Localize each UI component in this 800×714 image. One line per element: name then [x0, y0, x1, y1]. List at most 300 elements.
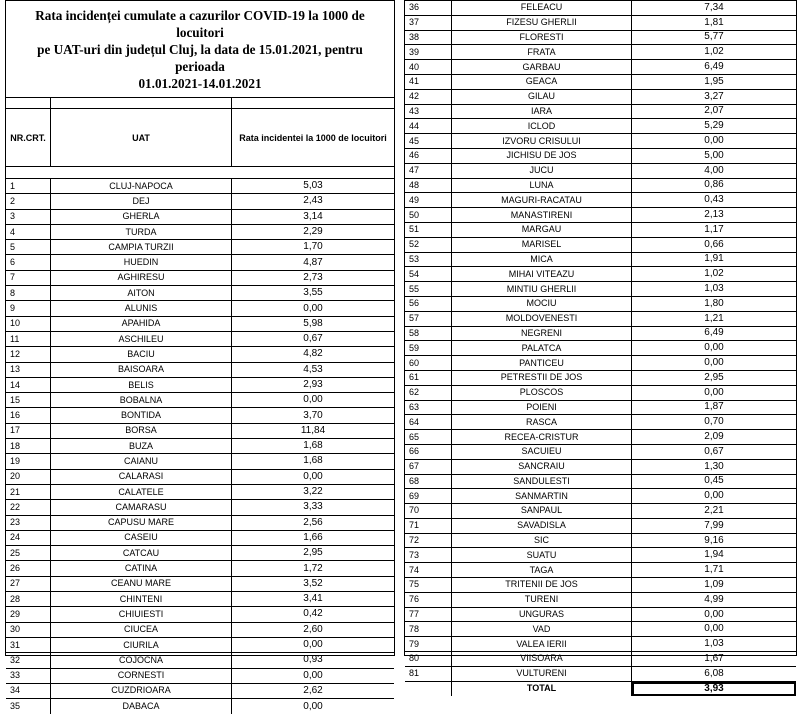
uat-name: GHERLA: [51, 210, 232, 224]
row-number: 70: [405, 504, 452, 518]
table-row: [405, 312, 796, 327]
row-number: 5: [6, 240, 51, 254]
row-number: 33: [6, 669, 51, 683]
uat-name: VAD: [452, 622, 632, 636]
row-number: 2: [6, 194, 51, 208]
table-row: [6, 225, 394, 240]
uat-name: TURENI: [452, 593, 632, 607]
total-rate: 3,93: [632, 682, 796, 696]
incidence-rate: 4,82: [303, 348, 323, 360]
incidence-rate: 6,49: [704, 61, 724, 73]
row-number: 13: [6, 363, 51, 377]
incidence-rate: 0,67: [704, 445, 724, 457]
incidence-rate: 7,34: [704, 1, 724, 13]
uat-name: GILAU: [452, 90, 632, 104]
table-row: [405, 60, 796, 75]
uat-name: MANASTIRENI: [452, 208, 632, 222]
uat-name: SANCRAIU: [452, 460, 632, 474]
uat-name: VULTURENI: [452, 667, 632, 681]
uat-name: ALUNIS: [51, 301, 232, 315]
uat-name: UNGURAS: [452, 608, 632, 622]
table-row: [405, 593, 796, 608]
table-row: [405, 253, 796, 268]
uat-name: TAGA: [452, 563, 632, 577]
table-row: [405, 1, 796, 16]
incidence-rate: 2,95: [303, 547, 323, 559]
incidence-rate: 3,22: [303, 486, 323, 498]
table-row: [405, 105, 796, 120]
uat-name: CUZDRIOARA: [51, 684, 232, 698]
incidence-rate: 0,00: [704, 357, 724, 369]
uat-name: CAIANU: [51, 454, 232, 468]
incidence-rate: 3,27: [704, 90, 724, 102]
incidence-rate: 0,00: [303, 302, 323, 314]
table-row: [405, 519, 796, 534]
table-row: [405, 164, 796, 179]
table-row: [405, 90, 796, 105]
row-number: 44: [405, 119, 452, 133]
uat-name: BOBALNA: [51, 393, 232, 407]
table-row: [6, 378, 394, 393]
incidence-rate: 3,70: [303, 409, 323, 421]
table-row: [405, 75, 796, 90]
row-number: 64: [405, 415, 452, 429]
incidence-rate: 6,08: [704, 667, 724, 679]
incidence-rate: 1,95: [704, 75, 724, 87]
table-row: [6, 546, 394, 561]
table-row: [6, 439, 394, 454]
uat-name: CAPUSU MARE: [51, 516, 232, 530]
row-number: 59: [405, 341, 452, 355]
table-row: [6, 577, 394, 592]
row-number: 61: [405, 371, 452, 385]
incidence-rate: 2,95: [704, 371, 724, 383]
uat-name: IZVORU CRISULUI: [452, 134, 632, 148]
row-number: 80: [405, 652, 452, 666]
uat-name: CALATELE: [51, 485, 232, 499]
table-row: [6, 347, 394, 362]
uat-name: CALARASI: [51, 470, 232, 484]
incidence-rate: 1,30: [704, 460, 724, 472]
uat-name: FIZESU GHERLII: [452, 16, 632, 30]
uat-name: SACUIEU: [452, 445, 632, 459]
uat-name: CAMPIA TURZII: [51, 240, 232, 254]
row-number: 77: [405, 608, 452, 622]
uat-name: PALATCA: [452, 341, 632, 355]
row-number: 74: [405, 563, 452, 577]
incidence-rate: 0,00: [704, 135, 724, 147]
row-number: 31: [6, 638, 51, 652]
incidence-rate: 9,16: [704, 534, 724, 546]
table-row: [6, 363, 394, 378]
incidence-rate: 5,98: [303, 317, 323, 329]
uat-name: ASCHILEU: [51, 332, 232, 346]
row-number: 9: [6, 301, 51, 315]
table-row: [405, 460, 796, 475]
row-number: 16: [6, 408, 51, 422]
incidence-rate: 0,00: [303, 394, 323, 406]
title-line-2: pe UAT-uri din județul Cluj, la data de 15.01.2021, pentru perioada: [37, 41, 363, 74]
row-number: 69: [405, 489, 452, 503]
incidence-rate: 1,94: [704, 549, 724, 561]
row-number: 63: [405, 401, 452, 415]
table-row: [6, 194, 394, 209]
row-number: 11: [6, 332, 51, 346]
table-row: [6, 623, 394, 638]
incidence-rate: 1,09: [704, 578, 724, 590]
uat-name: MARGAU: [452, 223, 632, 237]
row-number: 67: [405, 460, 452, 474]
incidence-rate: 5,77: [704, 31, 724, 43]
row-number: 68: [405, 475, 452, 489]
uat-name: SAVADISLA: [452, 519, 632, 533]
blank-row: [6, 167, 394, 179]
table-row: [405, 208, 796, 223]
row-number: 32: [6, 653, 51, 667]
uat-name: CIUCEA: [51, 623, 232, 637]
uat-name: BUZA: [51, 439, 232, 453]
incidence-rate: 0,43: [704, 194, 724, 206]
incidence-rate: 3,14: [303, 210, 323, 222]
table-row: [405, 193, 796, 208]
table-row: [6, 653, 394, 668]
incidence-rate: 0,00: [704, 386, 724, 398]
table-row: [405, 622, 796, 637]
table-row: [405, 608, 796, 623]
table-row: [6, 408, 394, 423]
incidence-rate: 4,87: [303, 256, 323, 268]
incidence-rate: 0,67: [303, 333, 323, 345]
table-row: [405, 371, 796, 386]
row-number: 27: [6, 577, 51, 591]
row-number: 51: [405, 223, 452, 237]
uat-name: AITON: [51, 286, 232, 300]
row-number: 46: [405, 149, 452, 163]
table-row: [405, 45, 796, 60]
row-number: 39: [405, 45, 452, 59]
uat-name: CAMARASU: [51, 500, 232, 514]
table-row: [6, 286, 394, 301]
table-row: [405, 134, 796, 149]
table-row: [6, 669, 394, 684]
uat-name: CHINTENI: [51, 592, 232, 606]
table-row: [405, 637, 796, 652]
incidence-rate: 4,53: [303, 363, 323, 375]
uat-name: DABACA: [51, 699, 232, 714]
uat-name: GEACA: [452, 75, 632, 89]
table-row: [405, 179, 796, 194]
table-row: [405, 149, 796, 164]
uat-name: BAISOARA: [51, 363, 232, 377]
incidence-rate: 2,60: [303, 623, 323, 635]
incidence-rate: 1,71: [704, 564, 724, 576]
uat-name: TURDA: [51, 225, 232, 239]
uat-name: MOLDOVENESTI: [452, 312, 632, 326]
incidence-rate: 1,03: [704, 638, 724, 650]
row-number: 42: [405, 90, 452, 104]
table-row: [405, 667, 796, 682]
table-row: [405, 563, 796, 578]
row-number: 60: [405, 356, 452, 370]
header-rate: Rata incidentei la 1000 de locuitori: [239, 132, 387, 143]
uat-name: ICLOD: [452, 119, 632, 133]
row-number: 53: [405, 253, 452, 267]
incidence-rate: 7,99: [704, 519, 724, 531]
incidence-rate: 2,29: [303, 226, 323, 238]
row-number: 49: [405, 193, 452, 207]
row-number: 25: [6, 546, 51, 560]
incidence-rate: 0,66: [704, 238, 724, 250]
table-row: [6, 179, 394, 194]
uat-name: SANMARTIN: [452, 489, 632, 503]
row-number: 29: [6, 607, 51, 621]
header-uat: UAT: [51, 109, 232, 166]
uat-name: CASEIU: [51, 531, 232, 545]
uat-name: MINTIU GHERLII: [452, 282, 632, 296]
table-row: [405, 119, 796, 134]
table-row: [405, 31, 796, 46]
uat-name: GARBAU: [452, 60, 632, 74]
row-number: 20: [6, 470, 51, 484]
table-row: [6, 301, 394, 316]
uat-name: TRITENII DE JOS: [452, 578, 632, 592]
row-number: 58: [405, 327, 452, 341]
table-row: [6, 454, 394, 469]
incidence-rate: 4,00: [704, 164, 724, 176]
uat-name: HUEDIN: [51, 255, 232, 269]
table-row: [405, 282, 796, 297]
incidence-rate: 0,00: [704, 490, 724, 502]
uat-name: BELIS: [51, 378, 232, 392]
table-row: [6, 531, 394, 546]
row-number: 38: [405, 31, 452, 45]
document-title: [6, 1, 394, 98]
incidence-rate: 1,72: [303, 562, 323, 574]
row-number: 45: [405, 134, 452, 148]
uat-name: MAGURI-RACATAU: [452, 193, 632, 207]
table-row: [405, 267, 796, 282]
uat-name: CATINA: [51, 561, 232, 575]
incidence-rate: 1,02: [704, 268, 724, 280]
incidence-rate: 3,41: [303, 593, 323, 605]
row-number: 1: [6, 179, 51, 193]
table-row: [405, 386, 796, 401]
row-number: 41: [405, 75, 452, 89]
incidence-rate: 0,42: [303, 608, 323, 620]
incidence-rate: 2,07: [704, 105, 724, 117]
row-number: 15: [6, 393, 51, 407]
uat-name: SIC: [452, 534, 632, 548]
uat-name: SANPAUL: [452, 504, 632, 518]
table-row: [405, 578, 796, 593]
right-table-body: [405, 1, 796, 682]
incidence-rate: 2,56: [303, 516, 323, 528]
table-row: [405, 327, 796, 342]
row-number: 62: [405, 386, 452, 400]
row-number: 54: [405, 267, 452, 281]
table-row: [6, 592, 394, 607]
incidence-rate: 0,00: [303, 700, 323, 712]
incidence-rate: 6,49: [704, 327, 724, 339]
row-number: 75: [405, 578, 452, 592]
uat-name: CATCAU: [51, 546, 232, 560]
incidence-rate: 2,13: [704, 209, 724, 221]
uat-name: CIURILA: [51, 638, 232, 652]
incidence-rate: 1,02: [704, 46, 724, 58]
uat-name: IARA: [452, 105, 632, 119]
row-number: 6: [6, 255, 51, 269]
row-number: 55: [405, 282, 452, 296]
incidence-rate: 1,67: [704, 652, 724, 664]
row-number: 36: [405, 1, 452, 15]
incidence-rate: 0,00: [704, 623, 724, 635]
table-row: [6, 393, 394, 408]
table-row: [6, 485, 394, 500]
row-number: 56: [405, 297, 452, 311]
incidence-rate: 0,00: [704, 342, 724, 354]
table-row: [405, 341, 796, 356]
table-row: [405, 223, 796, 238]
incidence-rate: 1,68: [303, 455, 323, 467]
incidence-rate: 0,00: [704, 608, 724, 620]
uat-name: VALEA IERII: [452, 637, 632, 651]
table-row: [405, 297, 796, 312]
table-row: [6, 516, 394, 531]
uat-name: JICHISU DE JOS: [452, 149, 632, 163]
title-line-3: 01.01.2021-14.01.2021: [138, 75, 262, 91]
row-number: 47: [405, 164, 452, 178]
table-row: [6, 500, 394, 515]
incidence-rate: 5,29: [704, 120, 724, 132]
incidence-rate: 0,93: [303, 654, 323, 666]
right-table-panel: [404, 0, 797, 694]
incidence-rate: 11,84: [300, 424, 326, 436]
row-number: 79: [405, 637, 452, 651]
row-number: 28: [6, 592, 51, 606]
table-row: [405, 534, 796, 549]
table-row: [405, 356, 796, 371]
row-number: 19: [6, 454, 51, 468]
uat-name: RASCA: [452, 415, 632, 429]
uat-name: DEJ: [51, 194, 232, 208]
incidence-rate: 3,33: [303, 501, 323, 513]
uat-name: RECEA-CRISTUR: [452, 430, 632, 444]
incidence-rate: 0,00: [303, 470, 323, 482]
uat-name: BONTIDA: [51, 408, 232, 422]
uat-name: FELEACU: [452, 1, 632, 15]
table-row: [405, 430, 796, 445]
incidence-rate: 1,17: [704, 223, 724, 235]
uat-name: CORNESTI: [51, 669, 232, 683]
row-number: 14: [6, 378, 51, 392]
table-row: [405, 652, 796, 667]
left-table-body: [6, 179, 394, 714]
uat-name: VIISOARA: [452, 652, 632, 666]
table-row: [6, 255, 394, 270]
table-row: [6, 240, 394, 255]
total-row: [405, 682, 796, 696]
row-number: 76: [405, 593, 452, 607]
table-row: [405, 475, 796, 490]
uat-name: BORSA: [51, 424, 232, 438]
table-row: [405, 548, 796, 563]
table-row: [405, 445, 796, 460]
table-row: [6, 470, 394, 485]
uat-name: NEGRENI: [452, 327, 632, 341]
incidence-rate: 4,99: [704, 593, 724, 605]
incidence-rate: 0,45: [704, 475, 724, 487]
incidence-rate: 0,00: [303, 639, 323, 651]
row-number: 52: [405, 238, 452, 252]
incidence-rate: 5,00: [704, 149, 724, 161]
table-row: [6, 638, 394, 653]
incidence-rate: 1,80: [704, 297, 724, 309]
row-number: 73: [405, 548, 452, 562]
incidence-rate: 1,87: [704, 401, 724, 413]
table-row: [6, 684, 394, 699]
uat-name: MIHAI VITEAZU: [452, 267, 632, 281]
blank-row: [6, 98, 394, 109]
uat-name: FLORESTI: [452, 31, 632, 45]
incidence-rate: 1,81: [704, 16, 724, 28]
row-number: 78: [405, 622, 452, 636]
row-number: 10: [6, 317, 51, 331]
incidence-rate: 2,93: [303, 379, 323, 390]
incidence-rate: 1,68: [303, 440, 323, 452]
uat-name: MARISEL: [452, 238, 632, 252]
table-row: [6, 271, 394, 286]
incidence-rate: 1,03: [704, 283, 724, 295]
table-row: [405, 489, 796, 504]
row-number: 12: [6, 347, 51, 361]
row-number: 37: [405, 16, 452, 30]
uat-name: COJOCNA: [51, 653, 232, 667]
incidence-rate: 5,03: [303, 180, 323, 192]
incidence-rate: 2,62: [303, 684, 323, 696]
row-number: 50: [405, 208, 452, 222]
uat-name: APAHIDA: [51, 317, 232, 331]
row-number: 65: [405, 430, 452, 444]
table-row: [6, 699, 394, 714]
total-nr-cell: [405, 682, 452, 696]
row-number: 48: [405, 179, 452, 193]
uat-name: POIENI: [452, 401, 632, 415]
row-number: 35: [6, 699, 51, 714]
row-number: 57: [405, 312, 452, 326]
table-row: [6, 210, 394, 225]
uat-name: MICA: [452, 253, 632, 267]
total-label: TOTAL: [452, 682, 632, 696]
incidence-rate: 2,73: [303, 271, 323, 283]
incidence-rate: 3,52: [303, 577, 323, 589]
incidence-rate: 2,21: [704, 504, 724, 516]
row-number: 23: [6, 516, 51, 530]
row-number: 30: [6, 623, 51, 637]
table-row: [6, 607, 394, 622]
row-number: 71: [405, 519, 452, 533]
row-number: 40: [405, 60, 452, 74]
row-number: 24: [6, 531, 51, 545]
row-number: 18: [6, 439, 51, 453]
uat-name: SANDULESTI: [452, 475, 632, 489]
uat-name: AGHIRESU: [51, 271, 232, 285]
uat-name: BACIU: [51, 347, 232, 361]
uat-name: PLOSCOS: [452, 386, 632, 400]
incidence-rate: 2,09: [704, 431, 724, 442]
uat-name: JUCU: [452, 164, 632, 178]
uat-name: PANTICEU: [452, 356, 632, 370]
table-row: [6, 561, 394, 576]
